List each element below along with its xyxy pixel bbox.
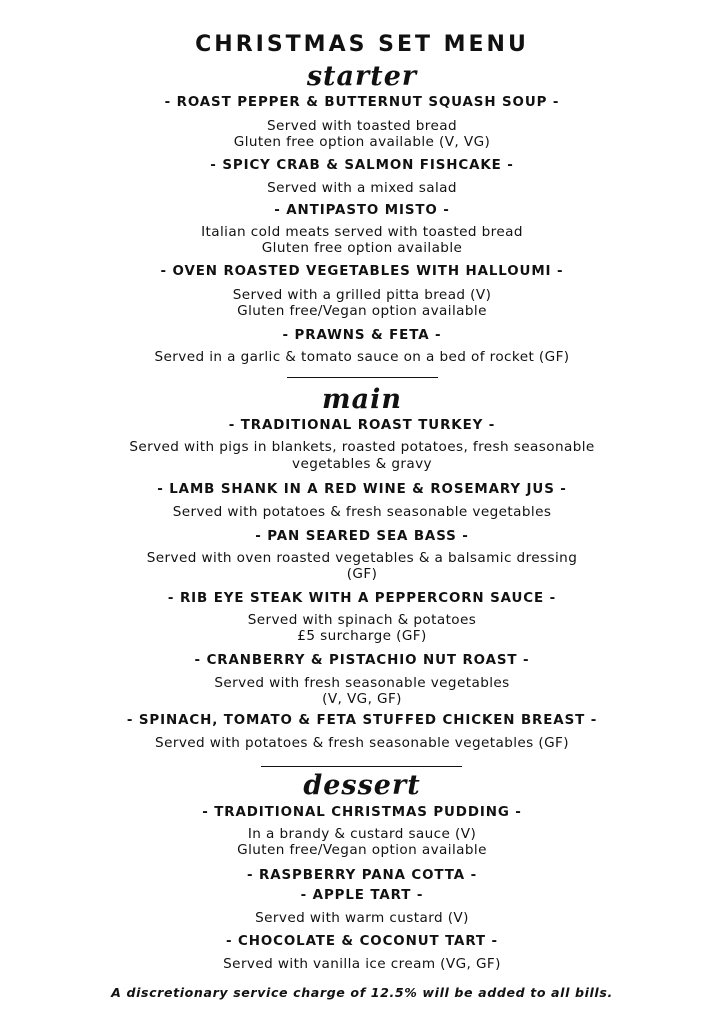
dish-name: - APPLE TART - — [300, 888, 424, 903]
dish-name: - OVEN ROASTED VEGETABLES WITH HALLOUMI - — [160, 264, 564, 279]
dish-name: - RASPBERRY PANA COTTA - — [246, 868, 478, 883]
dish-name: - TRADITIONAL CHRISTMAS PUDDING - — [202, 805, 522, 820]
dish-description: Served with toasted bread — [266, 118, 458, 134]
section-divider — [261, 766, 462, 767]
section-title-dessert: dessert — [303, 770, 421, 801]
menu-title: CHRISTMAS SET MENU — [195, 32, 529, 57]
dish-description: Gluten free/Vegan option available — [237, 303, 487, 319]
dish-name: - TRADITIONAL ROAST TURKEY - — [228, 418, 496, 433]
dish-description: Served with vanilla ice cream (VG, GF) — [223, 956, 501, 972]
dish-name: - LAMB SHANK IN A RED WINE & ROSEMARY JUS - — [157, 482, 567, 497]
dish-description: (GF) — [346, 566, 378, 582]
dish-name: - SPINACH, TOMATO & FETA STUFFED CHICKEN BREAST - — [126, 713, 598, 728]
dish-name: - ROAST PEPPER & BUTTERNUT SQUASH SOUP - — [164, 95, 560, 110]
dish-description: Served with oven roasted vegetables & a balsamic dressing — [146, 550, 578, 566]
dish-description: £5 surcharge (GF) — [297, 628, 427, 644]
dish-name: - PAN SEARED SEA BASS - — [255, 529, 469, 544]
dish-description: vegetables & gravy — [292, 456, 432, 472]
section-divider — [287, 377, 438, 378]
section-title-main: main — [322, 384, 402, 415]
dish-description: Gluten free option available (V, VG) — [233, 134, 491, 150]
dish-name: - ANTIPASTO MISTO - — [274, 203, 450, 218]
dish-description: Italian cold meats served with toasted bread — [201, 224, 523, 240]
section-title-starter: starter — [306, 61, 418, 92]
dish-description: Served with a mixed salad — [267, 180, 457, 196]
dish-description: Served with spinach & potatoes — [247, 612, 477, 628]
dish-description: Served with a grilled pitta bread (V) — [232, 287, 492, 303]
dish-name: - CRANBERRY & PISTACHIO NUT ROAST - — [194, 653, 530, 668]
dish-description: Served with warm custard (V) — [255, 910, 469, 926]
dish-description: (V, VG, GF) — [322, 691, 402, 707]
dish-name: - RIB EYE STEAK WITH A PEPPERCORN SAUCE - — [167, 591, 557, 606]
dish-description: Gluten free/Vegan option available — [237, 842, 487, 858]
dish-description: Served with pigs in blankets, roasted potatoes, fresh seasonable — [129, 439, 595, 455]
dish-name: - PRAWNS & FETA - — [282, 328, 442, 343]
dish-description: In a brandy & custard sauce (V) — [247, 826, 477, 842]
service-charge-note: A discretionary service charge of 12.5% will be added to all bills. — [111, 985, 613, 1000]
dish-description: Served in a garlic & tomato sauce on a bed of rocket (GF) — [154, 349, 570, 365]
dish-description: Gluten free option available — [261, 240, 463, 256]
dish-name: - SPICY CRAB & SALMON FISHCAKE - — [210, 158, 514, 173]
dish-description: Served with potatoes & fresh seasonable vegetables — [172, 504, 552, 520]
dish-description: Served with fresh seasonable vegetables — [214, 675, 510, 691]
dish-name: - CHOCOLATE & COCONUT TART - — [225, 934, 498, 949]
dish-description: Served with potatoes & fresh seasonable vegetables (GF) — [155, 735, 569, 751]
